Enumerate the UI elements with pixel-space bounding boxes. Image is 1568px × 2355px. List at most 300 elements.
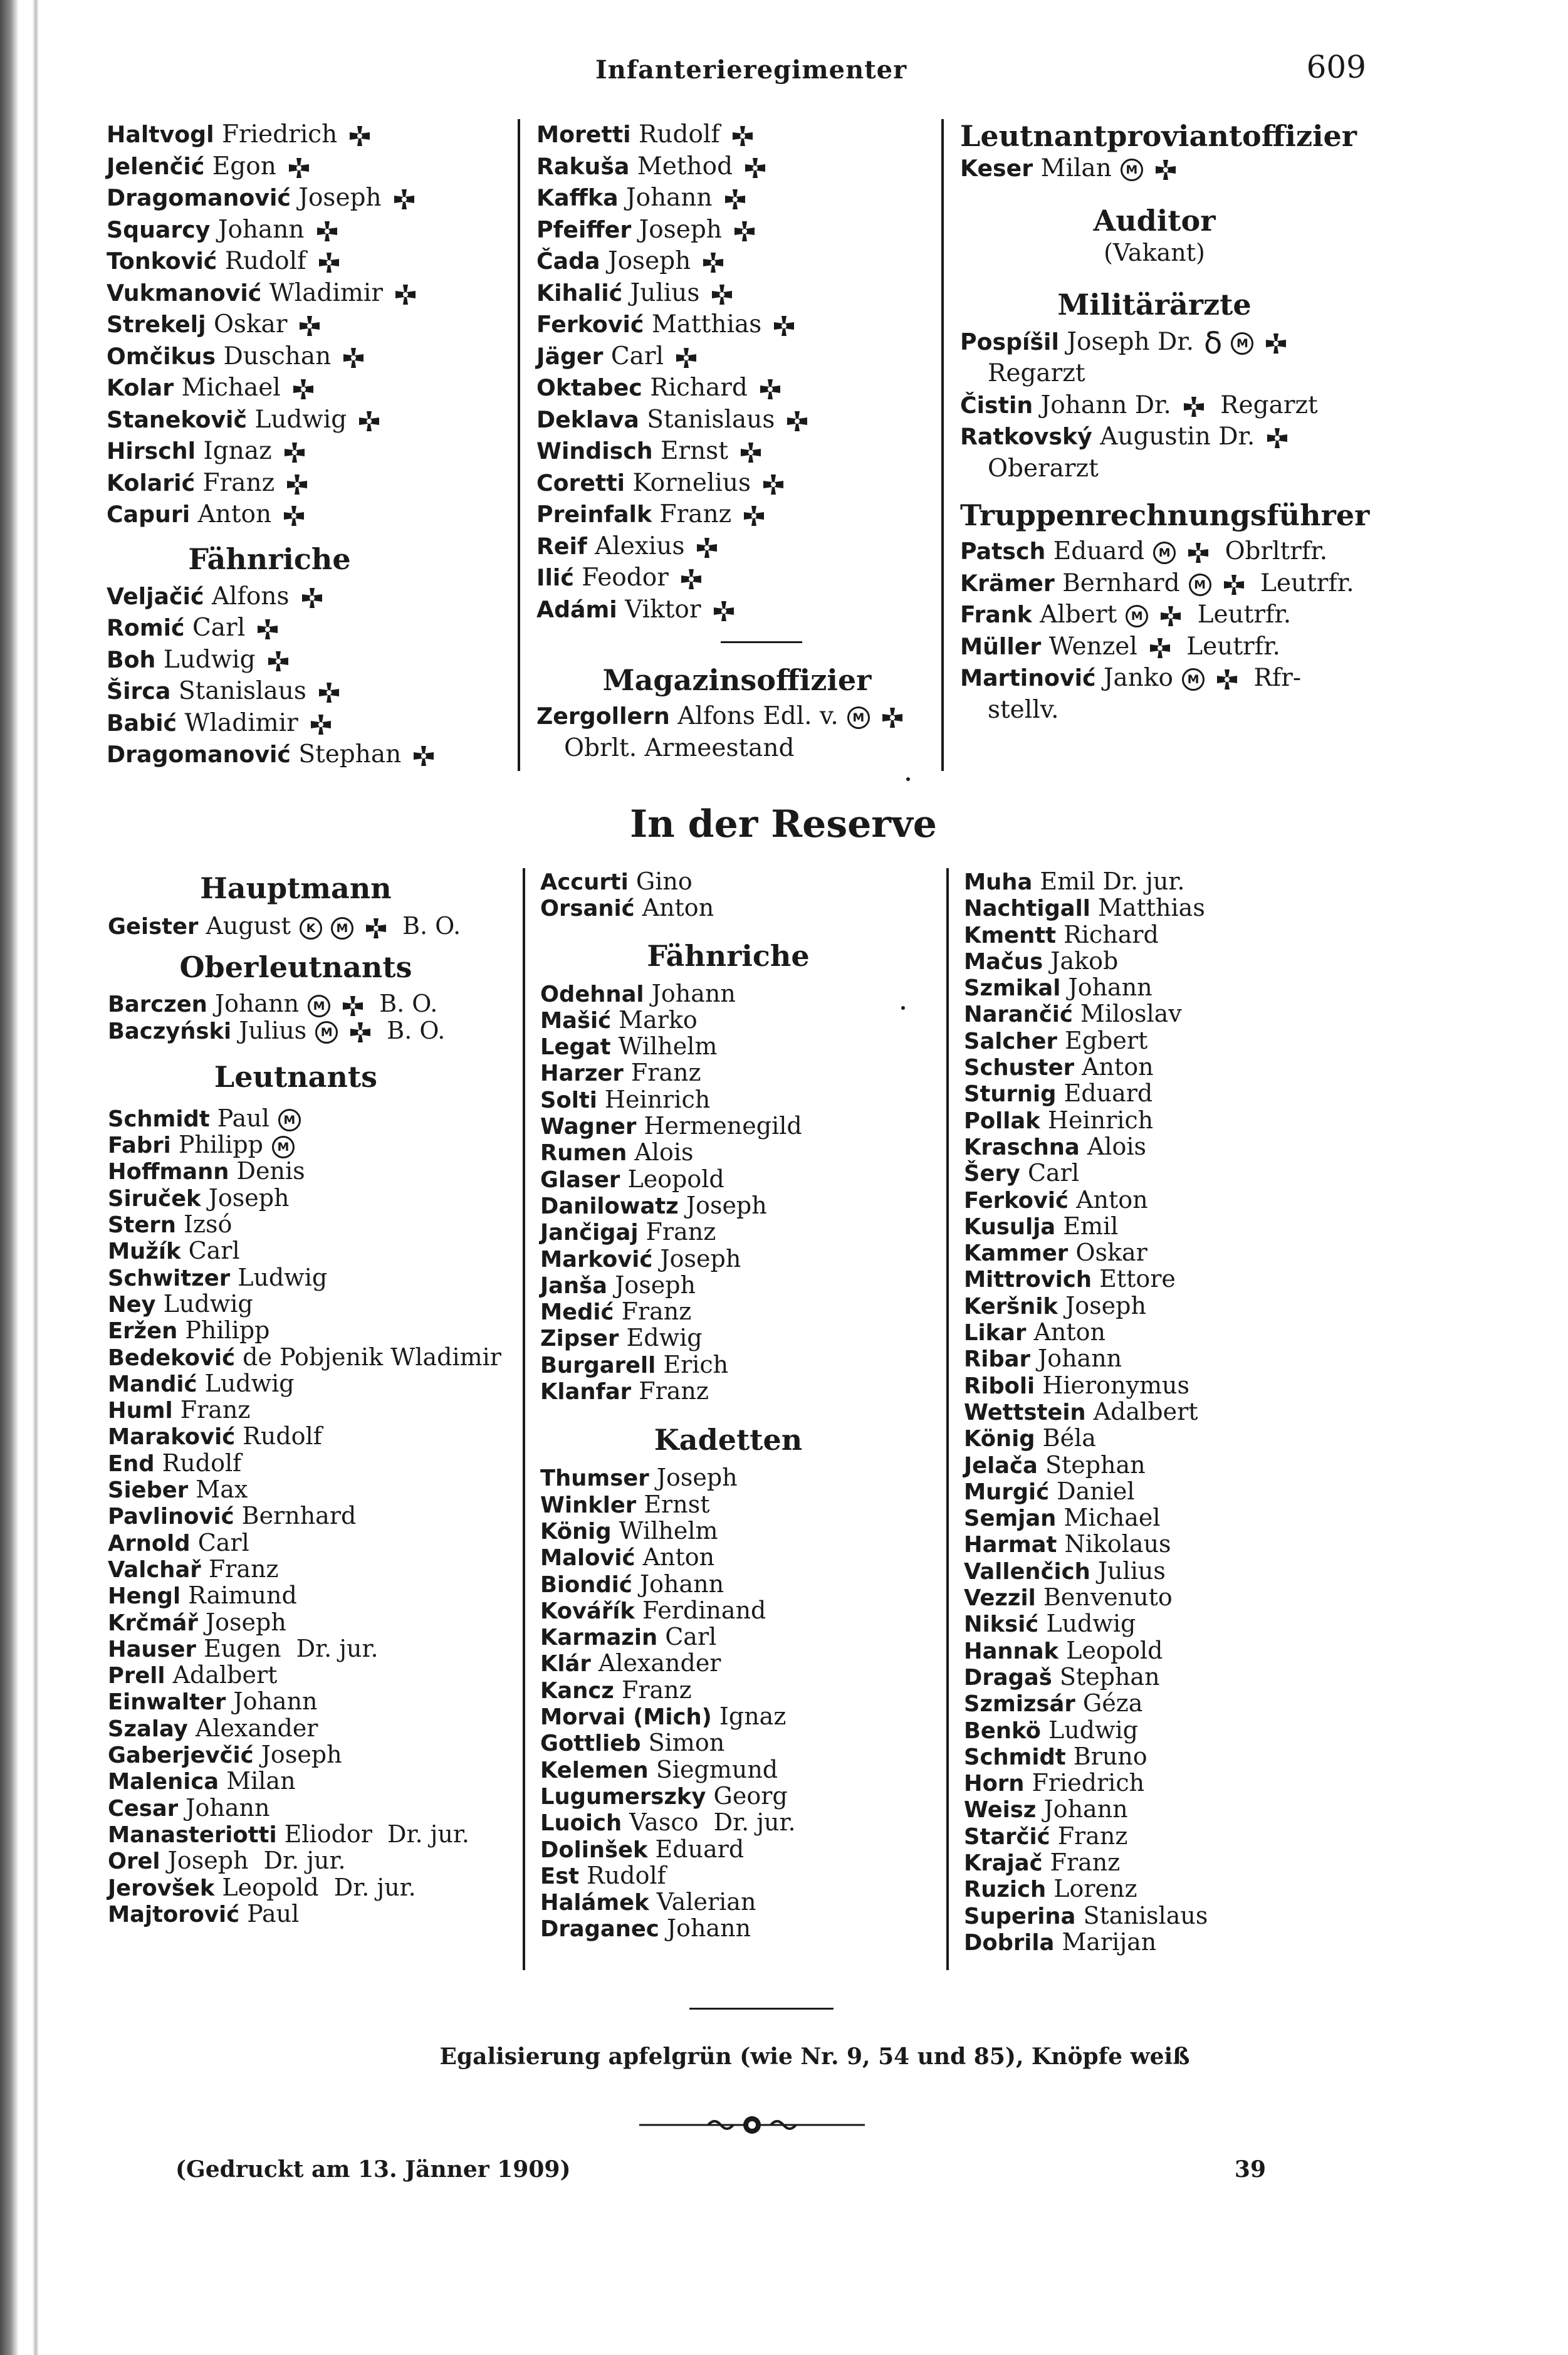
column-reserve-left	[108, 871, 521, 1927]
given-name: Franz	[208, 1555, 279, 1583]
surname: Starčić	[964, 1823, 1050, 1850]
entry-continuation: stellv.	[988, 695, 1059, 724]
oberleutnants-list	[108, 990, 521, 1044]
given-name: Alois	[1087, 1132, 1146, 1160]
given-name: Friedrich	[1032, 1769, 1145, 1797]
list-item	[964, 1849, 1415, 1875]
surname: Szmikal	[964, 975, 1061, 1002]
section-heading-kadetten: Kadetten	[654, 1423, 803, 1457]
list-item	[960, 663, 1449, 695]
section-divider	[721, 641, 802, 643]
list-item	[108, 1264, 521, 1291]
given-name: Augustin Dr.	[1100, 422, 1255, 451]
surname: Krčmář	[108, 1610, 198, 1636]
printed-date: (Gedruckt am 13. Jänner 1909)	[175, 2156, 571, 2183]
given-name: Johann	[186, 1793, 270, 1822]
surname: Haltvogl	[107, 121, 214, 148]
given-name: Raimund	[188, 1581, 297, 1610]
surname: Jäger	[536, 342, 604, 370]
cross-pattee-icon	[1265, 332, 1287, 355]
list-item	[964, 1717, 1415, 1743]
given-name: Johann	[666, 1914, 751, 1943]
surname: Coretti	[536, 469, 625, 496]
surname: Benkö	[964, 1718, 1041, 1744]
given-name: Stephan	[298, 740, 402, 768]
list-item	[108, 1821, 521, 1847]
surname: Klanfar	[540, 1379, 632, 1405]
given-name: Wenzel	[1048, 632, 1137, 661]
given-name: Alexander	[195, 1714, 318, 1742]
given-name: Johann Dr.	[1040, 391, 1171, 419]
circled-m-icon: M	[1182, 668, 1205, 691]
list-item	[536, 531, 950, 563]
list-item	[107, 246, 520, 278]
given-name: Rudolf	[639, 120, 720, 149]
list-item	[107, 119, 520, 151]
list-item	[536, 499, 950, 531]
surname: Salcher	[964, 1028, 1057, 1054]
given-name: Joseph	[298, 184, 382, 212]
given-name: Carl	[192, 614, 246, 642]
aerzte-list	[960, 327, 1449, 485]
surname: Solti	[540, 1087, 597, 1113]
signature-number: 39	[1234, 2156, 1266, 2183]
surname: Pospíšil	[960, 328, 1059, 355]
given-name: Marijan	[1062, 1928, 1157, 1956]
given-name: Joseph	[205, 1608, 286, 1636]
cross-pattee-icon	[1223, 574, 1245, 596]
list-item	[540, 868, 948, 894]
rank-suffix: Dr. jur.	[387, 1820, 469, 1848]
column-reserve-middle	[523, 868, 948, 1970]
given-name: Joseph	[261, 1741, 342, 1769]
surname: Hauser	[108, 1636, 196, 1662]
circled-m-icon: M	[315, 1021, 338, 1044]
surname: Medić	[540, 1299, 614, 1326]
given-name: Janko	[1103, 664, 1174, 692]
given-name: Johann	[233, 1687, 318, 1716]
list-item	[964, 1160, 1415, 1186]
surname: Hoffmann	[108, 1159, 229, 1185]
surname: Est	[540, 1863, 580, 1889]
list-item	[108, 1423, 521, 1449]
surname: Rakuša	[536, 152, 630, 180]
given-name: Matthias	[651, 310, 762, 338]
given-name: de Pobjenik Wladimir	[243, 1343, 501, 1371]
surname: Mandić	[108, 1371, 197, 1397]
given-name: Valerian	[656, 1888, 756, 1916]
given-name: Ludwig	[238, 1263, 328, 1291]
list-item	[108, 1503, 521, 1529]
list-item	[108, 1291, 521, 1317]
surname: Vezzil	[964, 1585, 1036, 1612]
given-name: Eliodor	[284, 1820, 372, 1848]
surname: Squarcy	[107, 216, 211, 243]
surname: Schwitzer	[108, 1265, 231, 1291]
given-name: Kornelius	[632, 468, 751, 497]
given-name: Feodor	[582, 564, 669, 592]
surname: Kolarić	[107, 469, 196, 496]
rank-suffix: Obrltrfr.	[1225, 537, 1328, 565]
surname: Prell	[108, 1663, 165, 1689]
list-item	[108, 1635, 521, 1662]
given-name: Joseph Dr.	[1067, 327, 1194, 356]
officer-list	[107, 119, 520, 531]
given-name: Oskar	[1075, 1239, 1147, 1267]
list-item	[964, 894, 1415, 921]
surname: Kraschna	[964, 1134, 1080, 1160]
surname: Vallenčich	[964, 1558, 1090, 1585]
list-item	[964, 1293, 1415, 1319]
cross-pattee-icon	[743, 505, 765, 527]
list-item	[107, 278, 520, 310]
given-name: Ernst	[660, 437, 728, 465]
list-item	[964, 1398, 1415, 1425]
list-item	[964, 1213, 1415, 1239]
surname: Rumen	[540, 1140, 627, 1167]
list-item	[540, 1166, 948, 1192]
given-name: Ferdinand	[642, 1596, 766, 1624]
officer-list	[536, 119, 950, 626]
surname: Babić	[107, 709, 177, 737]
surname: Eržen	[108, 1318, 178, 1345]
cross-pattee-icon	[881, 706, 904, 729]
list-item	[540, 1033, 948, 1059]
given-name: Franz	[1050, 1848, 1121, 1876]
circled-m-icon: M	[1153, 542, 1176, 564]
list-item	[540, 1756, 948, 1783]
surname: Kusulja	[964, 1214, 1056, 1240]
given-name: Ludwig	[254, 405, 347, 434]
cross-pattee-icon	[292, 378, 315, 401]
cross-pattee-icon	[318, 251, 340, 274]
list-item	[964, 921, 1415, 948]
given-name: Siegmund	[656, 1755, 778, 1783]
given-name: Franz	[659, 500, 732, 528]
cross-pattee-icon	[786, 410, 808, 433]
section-heading-militaeraerzte: Militärärzte	[1057, 287, 1252, 322]
surname: Windisch	[536, 438, 653, 464]
list-item	[108, 1609, 521, 1635]
cross-pattee-icon	[759, 378, 781, 401]
given-name: Edwig	[626, 1324, 703, 1352]
given-name: Bruno	[1073, 1742, 1147, 1770]
given-name: Franz	[630, 1059, 701, 1087]
given-name: Franz	[1057, 1822, 1128, 1850]
surname: Marković	[540, 1246, 653, 1272]
kadetten-list	[540, 1464, 948, 1941]
list-item	[540, 1113, 948, 1139]
given-name: Stephan	[1045, 1450, 1146, 1479]
given-name: Eduard	[1053, 537, 1145, 565]
given-name: Adalbert	[1093, 1397, 1198, 1425]
given-name: Emil	[1063, 1212, 1119, 1240]
given-name: Jakob	[1050, 947, 1119, 975]
surname: Capuri	[107, 501, 191, 528]
list-item	[960, 153, 1449, 185]
given-name: Ludwig	[163, 645, 256, 674]
surname: Strekelj	[107, 311, 206, 338]
surname: Burgarell	[540, 1352, 656, 1378]
given-name: Johann	[625, 184, 713, 212]
surname: Superina	[964, 1903, 1076, 1929]
list-item	[964, 1637, 1415, 1664]
list-item	[536, 278, 950, 310]
surname: Šery	[964, 1161, 1020, 1187]
list-item	[540, 1518, 948, 1544]
list-item	[107, 214, 520, 246]
list-item	[964, 974, 1415, 1000]
section-heading-truppenrechnungsfuehrer: Truppenrechnungsführer	[960, 498, 1370, 532]
given-name: Marko	[619, 1005, 698, 1034]
given-name: Julius	[630, 278, 700, 307]
surname: Gaberjevčić	[108, 1743, 254, 1769]
given-name: Ignaz	[719, 1702, 787, 1731]
given-name: Ernst	[644, 1490, 710, 1518]
list-item	[536, 701, 950, 733]
given-name: Ludwig	[204, 1369, 295, 1397]
circled-m-icon: M	[278, 1109, 301, 1131]
list-item	[540, 1650, 948, 1676]
given-name: Paul	[247, 1899, 300, 1928]
given-name: Ettore	[1099, 1265, 1176, 1293]
cross-pattee-icon	[1154, 159, 1177, 181]
surname: Wettstein	[964, 1399, 1086, 1425]
section-heading-leutnants: Leutnants	[214, 1059, 378, 1094]
given-name: Heinrich	[1047, 1106, 1154, 1134]
list-item	[107, 644, 520, 676]
cross-pattee-icon	[733, 220, 756, 243]
given-name: Anton	[642, 894, 714, 922]
list-item	[108, 1874, 521, 1901]
surname: Orsanić	[540, 896, 635, 922]
ornament-divider-icon	[633, 2112, 871, 2137]
surname: Adámi	[536, 595, 617, 623]
rank-suffix: B. O.	[379, 990, 438, 1018]
list-item	[540, 1272, 948, 1298]
list-item	[108, 1901, 521, 1927]
list-item	[964, 1478, 1415, 1504]
list-item	[964, 1319, 1415, 1345]
list-item	[107, 151, 520, 183]
cross-pattee-icon	[412, 745, 435, 767]
surname: Geister	[108, 914, 199, 940]
list-item	[536, 341, 950, 373]
surname: Müller	[960, 632, 1042, 660]
surname: Oktabec	[536, 374, 642, 401]
list-item	[960, 568, 1449, 600]
given-name: Leopold	[627, 1165, 724, 1193]
list-item	[964, 1000, 1415, 1027]
surname: Muha	[964, 869, 1033, 895]
given-name: Lorenz	[1053, 1875, 1137, 1903]
book-spine-shadow	[0, 0, 19, 2355]
list-item	[540, 1086, 948, 1113]
list-item	[108, 1688, 521, 1714]
surname: Narančić	[964, 1002, 1073, 1028]
cross-pattee-icon	[310, 713, 332, 736]
list-item	[108, 1741, 521, 1768]
surname: Huml	[108, 1398, 173, 1424]
column-top-left	[107, 119, 520, 771]
list-item	[540, 1783, 948, 1809]
surname: Mužík	[108, 1239, 181, 1265]
given-name: Alois	[634, 1138, 694, 1167]
surname: Mašić	[540, 1007, 612, 1034]
list-item	[536, 404, 950, 436]
surname: Tonković	[107, 248, 217, 275]
surname: Thumser	[540, 1466, 649, 1492]
cross-pattee-icon	[283, 441, 306, 464]
list-item	[964, 948, 1415, 974]
surname: Ilić	[536, 564, 574, 591]
list-item	[108, 1715, 521, 1741]
leutnant-entry	[960, 153, 1449, 185]
list-item	[540, 1324, 948, 1351]
surname: Jelenčić	[107, 152, 205, 180]
surname: Pollak	[964, 1108, 1040, 1134]
list-item	[107, 708, 520, 740]
running-header: Infanterieregimenter	[595, 55, 907, 85]
given-name: Franz	[180, 1396, 251, 1424]
rank-suffix: Leutrfr.	[1186, 632, 1280, 661]
surname: Luoich	[540, 1810, 622, 1837]
given-name: Hermenegild	[644, 1112, 802, 1140]
surname: Martinović	[960, 664, 1096, 691]
surname: Kolar	[107, 374, 174, 401]
list-item	[108, 1017, 521, 1044]
list-item	[540, 1889, 948, 1915]
given-name: Denis	[236, 1157, 305, 1185]
reserve-right-list	[964, 868, 1415, 1955]
circled-k-icon: K	[300, 917, 322, 940]
surname: Glaser	[540, 1167, 620, 1193]
circled-m-icon: M	[1189, 574, 1211, 596]
list-item	[108, 1344, 521, 1370]
column-top-middle	[518, 119, 950, 771]
surname: Gottlieb	[540, 1731, 641, 1757]
cross-pattee-icon	[1183, 396, 1205, 418]
list-item	[964, 1187, 1415, 1213]
surname: Kancz	[540, 1677, 614, 1704]
surname: Odehnal	[540, 981, 644, 1007]
cross-pattee-icon	[1149, 637, 1171, 659]
list-item	[540, 1378, 948, 1404]
list-item	[108, 1582, 521, 1608]
list-item	[540, 1809, 948, 1835]
truppen-list	[960, 536, 1449, 726]
list-item	[540, 1862, 948, 1889]
list-item	[108, 1795, 521, 1821]
list-item	[108, 1397, 521, 1423]
cross-pattee-icon	[711, 283, 733, 306]
given-name: Viktor	[625, 595, 701, 624]
rank-suffix: Leutrfr.	[1197, 601, 1292, 629]
surname: Nachtigall	[964, 896, 1090, 922]
given-name: Anton	[1033, 1318, 1106, 1346]
surname: Sieber	[108, 1477, 189, 1504]
list-item	[960, 631, 1449, 663]
given-name: Bernhard	[1062, 569, 1180, 597]
given-name: Rudolf	[224, 247, 306, 275]
list-item	[964, 1345, 1415, 1372]
list-item	[108, 913, 521, 939]
surname: Jelača	[964, 1452, 1038, 1479]
list-item	[540, 1464, 948, 1491]
surname: Boh	[107, 646, 156, 673]
surname: Harmat	[964, 1532, 1057, 1558]
list-item	[107, 436, 520, 468]
surname: Arnold	[108, 1530, 191, 1556]
given-name: Wladimir	[184, 708, 298, 737]
given-name: Emil Dr. jur.	[1040, 868, 1185, 895]
given-name: Johann	[1037, 1345, 1122, 1373]
list-item	[108, 1476, 521, 1503]
list-item	[960, 421, 1449, 453]
surname: Kammer	[964, 1240, 1069, 1267]
list-item	[540, 1703, 948, 1729]
list-item	[964, 1664, 1415, 1690]
surname: Schuster	[964, 1055, 1074, 1081]
surname: Širca	[107, 678, 171, 705]
circled-m-icon: M	[1126, 605, 1148, 627]
cross-pattee-icon	[348, 125, 371, 147]
given-name: Ludwig	[1046, 1610, 1136, 1638]
given-name: Leopold	[222, 1873, 319, 1901]
page-fold-shadow	[33, 0, 39, 2355]
given-name: Franz	[645, 1218, 716, 1246]
circled-m-icon: M	[1121, 159, 1143, 181]
given-name: Ludwig	[1048, 1716, 1138, 1744]
given-name: Nikolaus	[1064, 1530, 1171, 1558]
surname: Malović	[540, 1545, 635, 1571]
cross-pattee-icon	[286, 473, 308, 496]
given-name: Method	[637, 152, 733, 181]
list-item	[536, 436, 950, 468]
surname: Omčikus	[107, 342, 216, 370]
given-name: Alfons	[211, 582, 290, 611]
list-item	[964, 868, 1415, 894]
list-item	[536, 372, 950, 404]
surname: Majtorović	[108, 1901, 240, 1928]
surname: Kaffka	[536, 184, 619, 211]
list-item	[108, 990, 521, 1017]
surname: Zergollern	[536, 703, 670, 730]
surname: Einwalter	[108, 1689, 226, 1716]
surname: Szalay	[108, 1716, 188, 1742]
given-name: Joseph	[615, 1271, 696, 1299]
given-name: Eduard	[655, 1835, 745, 1863]
surname: Janša	[540, 1272, 608, 1299]
list-item	[540, 1623, 948, 1650]
surname: Ferković	[536, 311, 644, 338]
surname: Schmidt	[964, 1744, 1066, 1770]
surname: Hannak	[964, 1638, 1059, 1664]
cross-pattee-icon	[298, 315, 321, 337]
given-name: Johann	[217, 215, 305, 244]
cross-pattee-icon	[316, 220, 338, 243]
list-item	[107, 612, 520, 644]
given-name: Ludwig	[163, 1289, 253, 1318]
surname: Wagner	[540, 1114, 637, 1140]
surname: Niksić	[964, 1612, 1039, 1638]
surname: Murgić	[964, 1479, 1050, 1505]
surname: König	[964, 1426, 1035, 1452]
given-name: Johann	[1043, 1795, 1128, 1823]
given-name: Joseph	[167, 1847, 249, 1875]
surname: Accurti	[540, 869, 629, 895]
list-item	[964, 1558, 1415, 1584]
